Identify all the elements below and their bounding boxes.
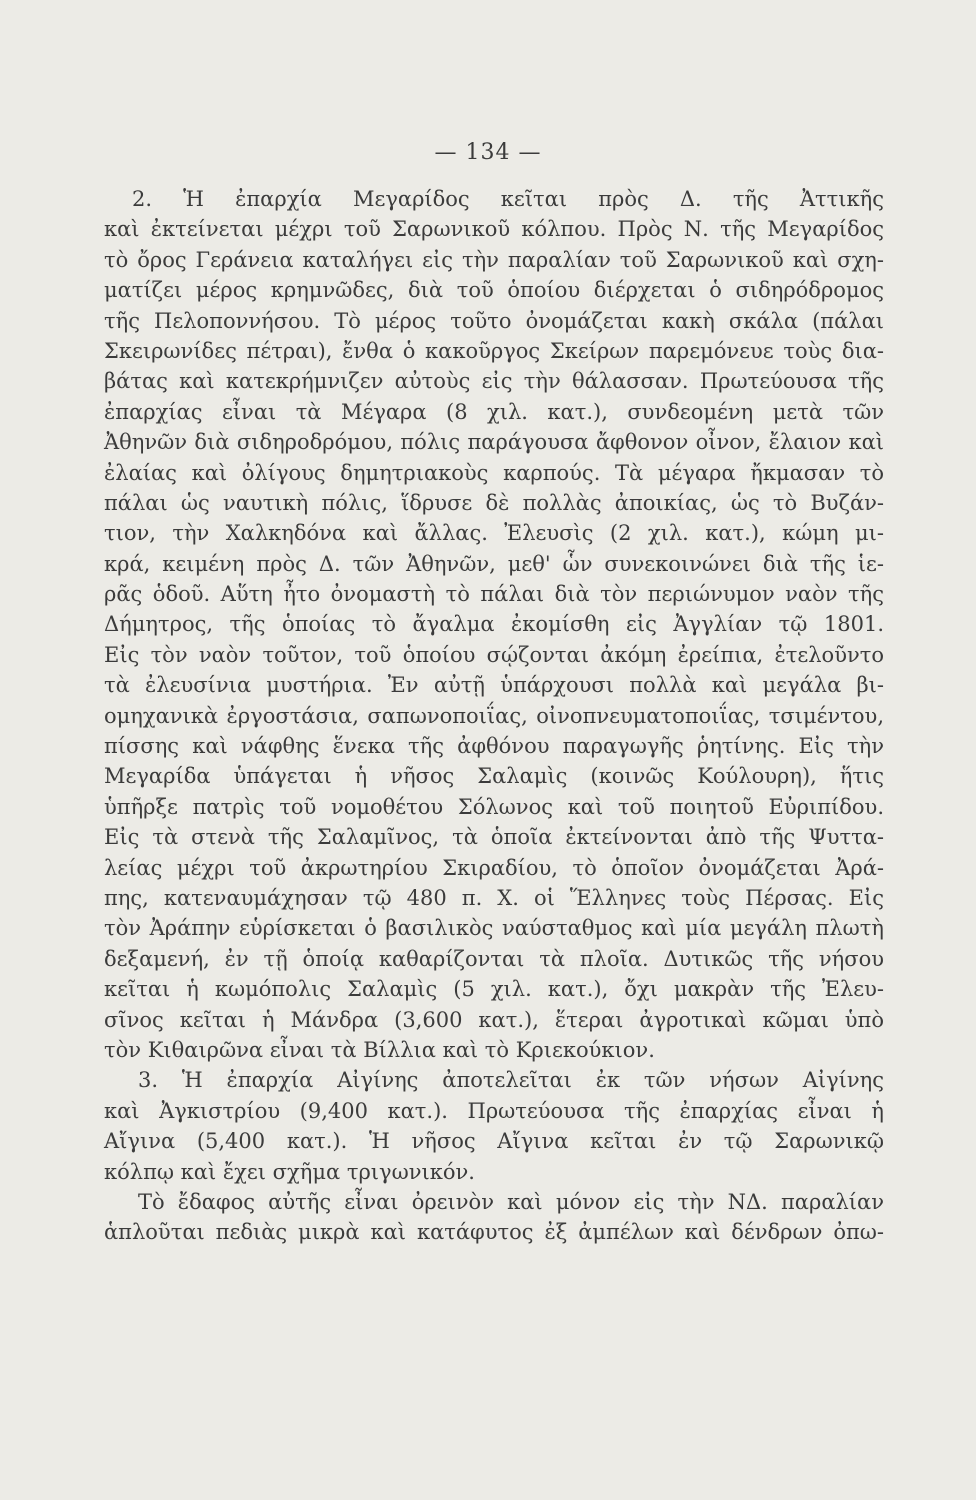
page-number: — 134 — [434,140,542,165]
text-line: πίσσης καὶ νάφθης ἕνεκα τῆς ἀφθόνου παραγωγῆς ῥητίνης. Εἰς τὴν [104,734,884,759]
text-line: Εἰς τὰ στενὰ τῆς Σαλαμῖνος, τὰ ὁποῖα ἐκτείνονται ἀπὸ τῆς Ψυττα- [104,825,884,850]
text-line: ἁπλοῦται πεδιὰς μικρὰ καὶ κατάφυτος ἐξ ἀμπέλων καὶ δένδρων ὀπω- [104,1220,884,1245]
text-line: πης, κατεναυμάχησαν τῷ 480 π. Χ. οἱ Ἕλληνες τοὺς Πέρσας. Εἰς [104,885,884,910]
text-line: ομηχανικὰ ἐργοστάσια, σαπωνοποιΐας, οἰνοπνευματοποιΐας, τσιμέντου, [104,703,884,728]
text-line: Μεγαρίδα ὑπάγεται ἡ νῆσος Σαλαμὶς (κοινῶς Κούλουρη), ἥτις [104,764,884,789]
text-line: Τὸ ἔδαφος αὐτῆς εἶναι ὀρεινὸν καὶ μόνον εἰς τὴν ΝΔ. παραλίαν [138,1189,884,1214]
text-line: Εἰς τὸν ναὸν τοῦτον, τοῦ ὁποίου σῴζονται ἀκόμη ἐρείπια, ἐτελοῦντο [104,642,884,667]
text-line: τιον, τὴν Χαλκηδόνα καὶ ἄλλας. Ἐλευσὶς (2 χιλ. κατ.), κώμη μι- [104,521,884,546]
text-line: ἐπαρχίας εἶναι τὰ Μέγαρα (8 χιλ. κατ.), συνδεομένη μετὰ τῶν [104,399,884,424]
text-line: τὸν Κιθαιρῶνα εἶναι τὰ Βίλλια καὶ τὸ Κριεκούκιον. [104,1037,655,1062]
text-line: Σκειρωνίδες πέτραι), ἔνθα ὁ κακοῦργος Σκείρων παρεμόνευε τοὺς δια- [104,338,884,363]
text-line: 3. Ἡ ἐπαρχία Αἰγίνης ἀποτελεῖται ἐκ τῶν νήσων Αἰγίνης [138,1068,884,1093]
text-line: πάλαι ὡς ναυτικὴ πόλις, ἵδρυσε δὲ πολλὰς ἀποικίας, ὡς τὸ Βυζάν- [104,490,884,515]
text-line: Ἀθηνῶν διὰ σιδηροδρόμου, πόλις παράγουσα ἄφθονον οἶνον, ἔλαιον καὶ [104,430,884,455]
text-line: ὑπῆρξε πατρὶς τοῦ νομοθέτου Σόλωνος καὶ τοῦ ποιητοῦ Εὐριπίδου. [104,794,884,819]
text-line: κόλπῳ καὶ ἔχει σχῆμα τριγωνικόν. [104,1159,475,1184]
text-line: καὶ ἐκτείνεται μέχρι τοῦ Σαρωνικοῦ κόλπου. Πρὸς Ν. τῆς Μεγαρίδος [104,217,884,242]
body-text [104,184,884,1248]
text-line: βάτας καὶ κατεκρήμνιζεν αὐτοὺς εἰς τὴν θάλασσαν. Πρωτεύουσα τῆς [104,369,884,394]
text-line: 2. Ἡ ἐπαρχία Μεγαρίδος κεῖται πρὸς Δ. τῆς Ἀττικῆς [132,187,884,211]
text-line: κεῖται ἡ κωμόπολις Σαλαμὶς (5 χιλ. κατ.), ὄχι μακρὰν τῆς Ἐλευ- [104,977,884,1002]
text-line: λείας μέχρι τοῦ ἀκρωτηρίου Σκιραδίου, τὸ ὁποῖον ὀνομάζεται Ἀρά- [104,855,884,880]
text-line: σῖνος κεῖται ἡ Μάνδρα (3,600 κατ.), ἕτεραι ἀγροτικαὶ κῶμαι ὑπὸ [104,1007,884,1032]
text-line: τὰ ἐλευσίνια μυστήρια. Ἐν αὐτῇ ὑπάρχουσι πολλὰ καὶ μεγάλα βι- [104,673,884,698]
text-line: κρά, κειμένη πρὸς Δ. τῶν Ἀθηνῶν, μεθ' ὧν συνεκοινώνει διὰ τῆς ἱε- [104,551,884,576]
text-line: καὶ Ἀγκιστρίου (9,400 κατ.). Πρωτεύουσα τῆς ἐπαρχίας εἶναι ἡ [104,1098,884,1123]
text-line: Δήμητρος, τῆς ὁποίας τὸ ἄγαλμα ἐκομίσθη εἰς Ἀγγλίαν τῷ 1801. [104,612,884,637]
text-line: τὸν Ἀράπην εὑρίσκεται ὁ βασιλικὸς ναύσταθμος καὶ μία μεγάλη πλωτὴ [104,916,884,941]
text-line: ρᾶς ὁδοῦ. Αὕτη ἦτο ὀνομαστὴ τὸ πάλαι διὰ τὸν περιώνυμον ναὸν τῆς [104,582,884,607]
text-line: Αἴγινα (5,400 κατ.). Ἡ νῆσος Αἴγινα κεῖται ἐν τῷ Σαρωνικῷ [104,1129,884,1154]
text-line: ἐλαίας καὶ ὀλίγους δημητριακοὺς καρπούς. Τὰ μέγαρα ἤκμασαν τὸ [104,460,884,485]
text-line: ματίζει μέρος κρημνῶδες, διὰ τοῦ ὁποίου διέρχεται ὁ σιδηρόδρομος [104,278,884,303]
text-line: τῆς Πελοποννήσου. Τὸ μέρος τοῦτο ὀνομάζεται κακὴ σκάλα (πάλαι [104,308,884,333]
text-line: τὸ ὄρος Γεράνεια καταλήγει εἰς τὴν παραλίαν τοῦ Σαρωνικοῦ καὶ σχη- [104,247,884,272]
text-line: δεξαμενή, ἐν τῇ ὁποίᾳ καθαρίζονται τὰ πλοῖα. Δυτικῶς τῆς νήσου [104,946,884,971]
